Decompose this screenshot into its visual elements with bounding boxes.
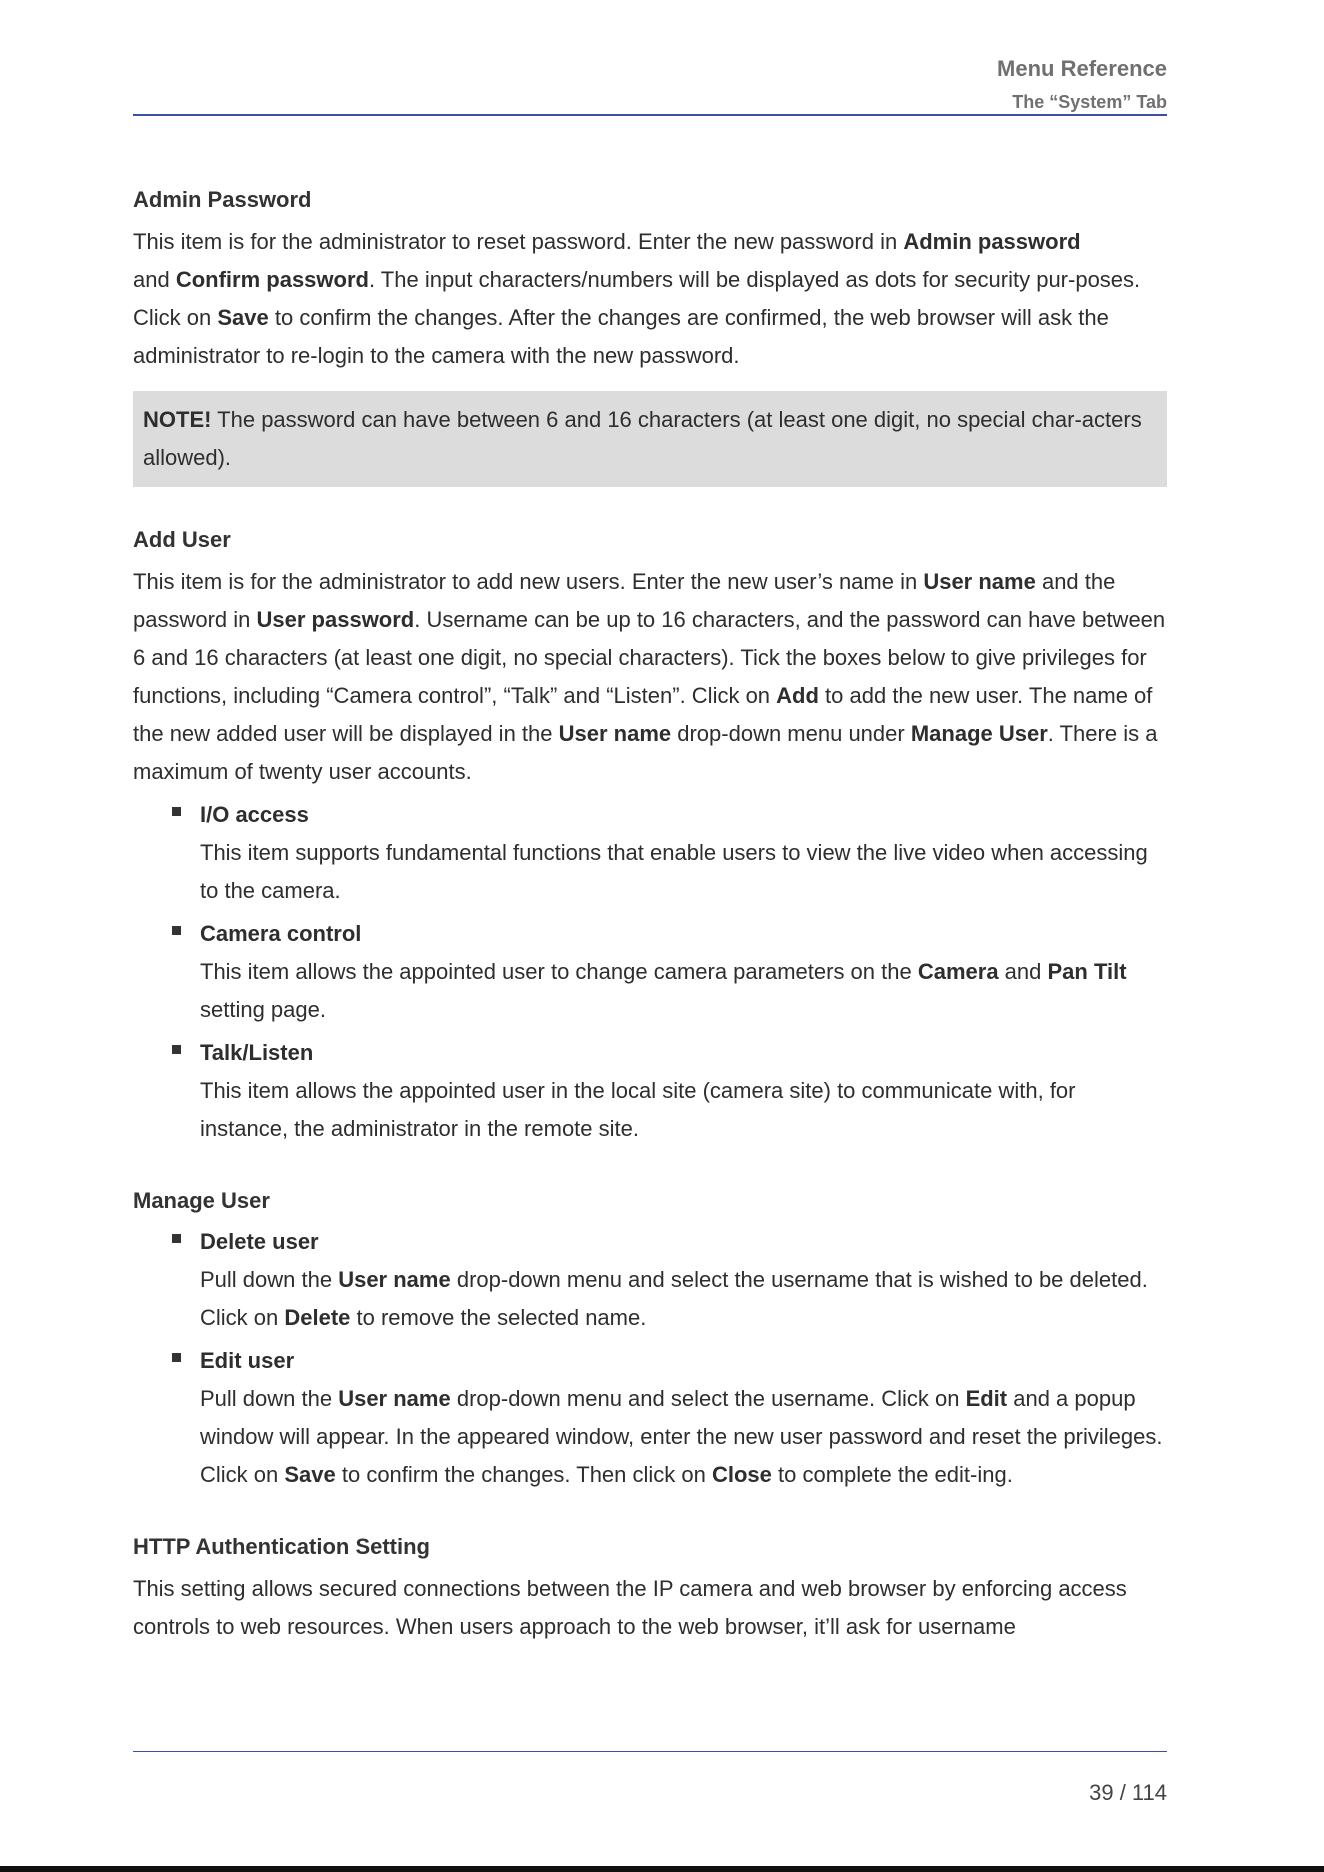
bottom-edge	[0, 1866, 1324, 1872]
bold-term: Admin password	[903, 229, 1081, 254]
bullet-square-icon	[172, 926, 181, 935]
list-item-text: This item allows the appointed user in the local site (camera site) to communicate with, for instance, the administrator in the remote site.	[200, 1078, 1076, 1141]
bold-term: User name	[558, 721, 672, 746]
bold-term: Add	[776, 683, 819, 708]
bold-term: Camera	[917, 959, 999, 984]
text-run: and a popup window will appear. In the appeared window, enter the new user password and reset the privileges. Click on	[200, 1386, 1163, 1487]
bold-term: Save	[284, 1462, 336, 1487]
text-run: drop-down menu and select the username. Click on	[450, 1386, 966, 1411]
list-item-title: Talk/Listen	[200, 1040, 314, 1065]
section-heading-manage-user: Manage User	[133, 1188, 270, 1213]
list-item-text: This item supports fundamental functions that enable users to view the live video when accessing to the camera.	[200, 840, 1148, 903]
bullet-square-icon	[172, 807, 181, 816]
text-run: to confirm the changes. Then click on	[335, 1462, 712, 1487]
http-auth-paragraph: This setting allows secured connections between the IP camera and web browser by enforcing access controls to web resources. When users approach to the web browser, it’ll ask for username	[133, 1576, 1127, 1639]
note-box	[133, 391, 1167, 487]
bold-term: Close	[711, 1462, 772, 1487]
text-run: . There is a maximum of twenty user accounts.	[133, 721, 1158, 784]
list-item-camera-control	[133, 915, 1167, 1029]
text-run: . Username can be up to 16 characters, and the password can have between 6 and 16 characters (at least one digit, no special characters). Tick the boxes below to give privileges for functions, including “Camera control”, “Talk” and “Listen”. Click on	[133, 607, 1166, 708]
bold-term: Pan Tilt	[1047, 959, 1127, 984]
bold-term: User name	[338, 1267, 451, 1292]
section-heading-http-auth: HTTP Authentication Setting	[133, 1534, 430, 1559]
bold-term: Confirm password	[175, 267, 369, 292]
note-text: The password can have between 6 and 16 characters (at least one digit, no special char-acters allowed).	[143, 407, 1142, 470]
text-run: . The input characters/numbers will be displayed as dots for security pur-poses. Click on	[133, 267, 1141, 330]
list-item-title: I/O access	[200, 802, 309, 827]
text-run: This item is for the administrator to add new users. Enter the new user’s name in	[133, 569, 924, 594]
bold-term: User name	[923, 569, 1036, 594]
bold-term: Delete	[284, 1305, 351, 1330]
bullet-square-icon	[172, 1234, 181, 1243]
bullet-square-icon	[172, 1045, 181, 1054]
header-subtitle: The “System” Tab	[1012, 92, 1167, 112]
text-run: setting page.	[200, 997, 326, 1022]
text-run: and the password in	[133, 569, 1116, 632]
list-item-title: Camera control	[200, 921, 362, 946]
page-content	[133, 183, 1167, 1646]
bold-term: User password	[256, 607, 415, 632]
bullet-square-icon	[172, 1353, 181, 1362]
list-item-io-access	[133, 796, 1167, 910]
add-user-paragraph	[133, 563, 1167, 791]
list-item-text	[200, 953, 1167, 1029]
page-number: 39 / 114	[1089, 1780, 1167, 1805]
text-run: to confirm the changes. After the changes are confirmed, the web browser will ask the administrator to re-login to the camera with the new password.	[133, 305, 1109, 368]
text-run: drop-down menu under	[671, 721, 911, 746]
text-run: and	[133, 267, 176, 292]
list-item-edit-user	[133, 1342, 1167, 1494]
text-run: Pull down the	[200, 1386, 339, 1411]
list-item-delete-user	[133, 1223, 1167, 1337]
text-run: drop-down menu and select the username that is wished to be deleted. Click on	[200, 1267, 1148, 1330]
text-run: to add the new user. The name of the new added user will be displayed in the	[133, 683, 1153, 746]
list-item-text	[200, 1380, 1167, 1494]
text-run: Pull down the	[200, 1267, 339, 1292]
text-run: This item allows the appointed user to change camera parameters on the	[200, 959, 918, 984]
bold-term: Manage User	[910, 721, 1048, 746]
header-title: Menu Reference	[997, 56, 1167, 81]
text-run: to remove the selected name.	[350, 1305, 647, 1330]
list-item-title: Edit user	[200, 1348, 295, 1373]
list-item-talk-listen	[133, 1034, 1167, 1148]
bold-term: Edit	[965, 1386, 1008, 1411]
list-item-title: Delete user	[200, 1229, 319, 1254]
list-item-text	[200, 1261, 1167, 1337]
text-run: to complete the edit-ing.	[771, 1462, 1013, 1487]
section-heading-add-user: Add User	[133, 527, 231, 552]
bold-term: User name	[338, 1386, 451, 1411]
text-run: and	[998, 959, 1048, 984]
text-run: This item is for the administrator to reset password. Enter the new password in	[133, 229, 904, 254]
admin-password-paragraph	[133, 223, 1167, 375]
section-heading-admin-password: Admin Password	[133, 187, 312, 212]
note-label: NOTE!	[143, 407, 212, 432]
header-divider	[133, 114, 1167, 116]
footer-divider	[133, 1751, 1167, 1752]
bold-term: Save	[217, 305, 269, 330]
